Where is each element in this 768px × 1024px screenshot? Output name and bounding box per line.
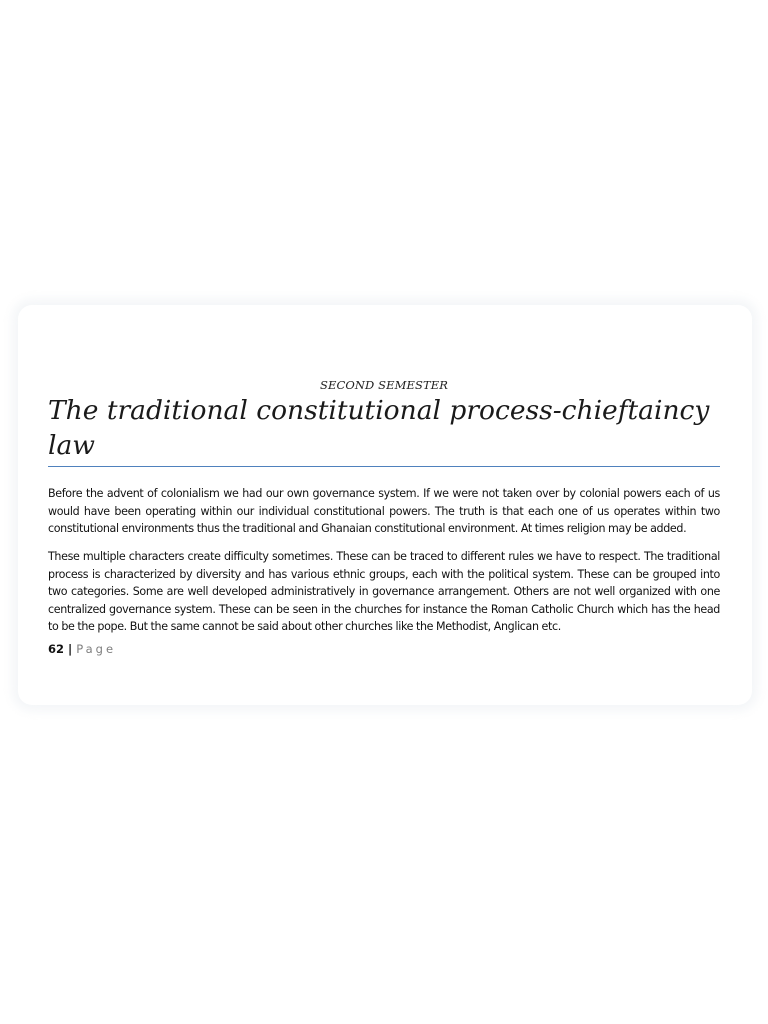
page-word: Page	[76, 642, 117, 656]
footer-separator: |	[68, 642, 73, 656]
page-footer	[48, 642, 116, 656]
semester-header: SECOND SEMESTER	[320, 378, 448, 392]
title-divider	[48, 466, 720, 467]
page-number: 62	[48, 642, 65, 656]
paragraph-1: Before the advent of colonialism we had our own governance system. If we were not taken over by colonial powers each of us would have been operating within our individual constitutional powers. The truth is that each one of us operates within two constitutional environments thus the traditional and Ghanaian constitutional environment. At times religion may be added.	[48, 487, 720, 536]
page-title: The traditional constitutional process-chieftaincy law	[48, 395, 710, 461]
paragraph-2: These multiple characters create difficulty sometimes. These can be traced to different rules we have to respect. The traditional process is characterized by diversity and has various ethnic groups, each with the political system. These can be grouped into two categories. Some are well developed administratively in governance arrangement. Others are not well organized with one centralized governance system. These can be seen in the churches for instance the Roman Catholic Church which has the head to be the pope. But the same cannot be said about other churches like the Methodist, Anglican etc.	[48, 550, 720, 634]
